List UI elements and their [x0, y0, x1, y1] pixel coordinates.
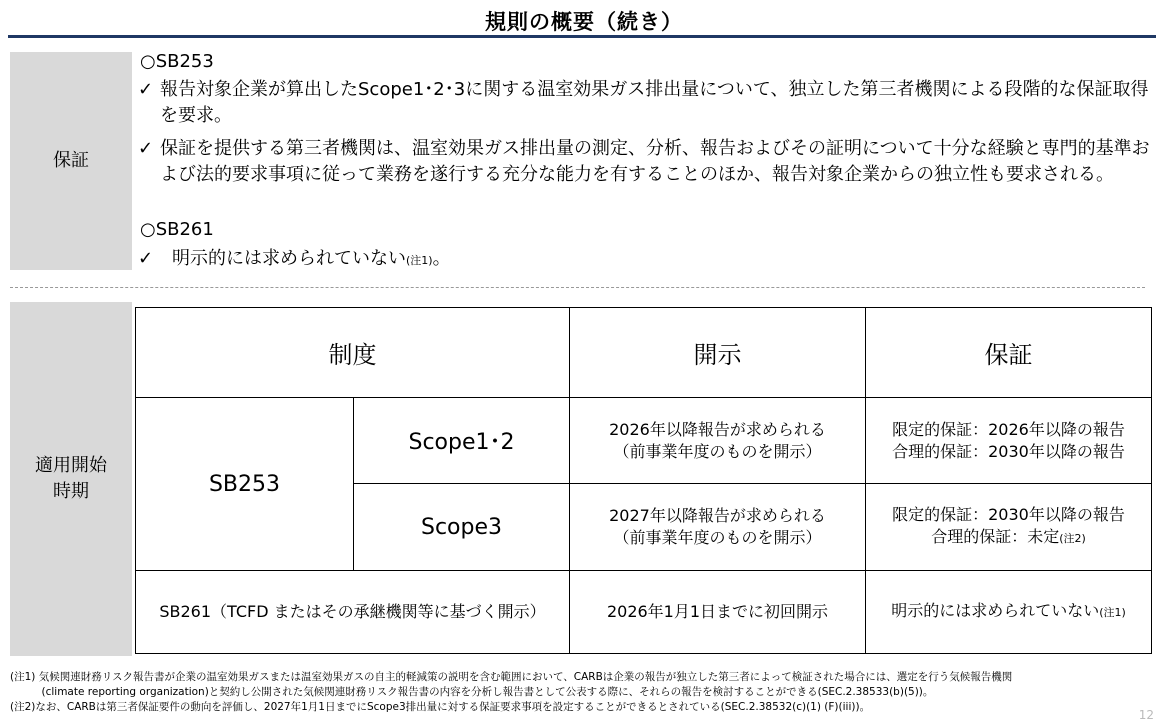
cell-scope12-disclosure [570, 398, 866, 484]
scope3-assurance-line1: 限定的保証：2030年以降の報告 [892, 505, 1125, 524]
cell-scope3-disclosure [570, 484, 866, 571]
title-underline [8, 35, 1156, 38]
cell-sb253: SB253 [136, 398, 354, 571]
scope3-assurance-note: (注2) [1059, 532, 1086, 545]
cell-scope3-assurance [866, 484, 1152, 571]
sb253-point-2: 保証を提供する第三者機関は、温室効果ガス排出量の測定、分析、報告およびその証明について十分な経験と専門的基準および法的要求事項に従って業務を遂行する充分な能力を有することのほか、報告対象企業からの独立性も要求される。 [160, 138, 1150, 185]
page-title: 規則の概要（続き） [485, 10, 683, 34]
footnote-1-line2: (climate reporting organization)と契約し公開された気候関連財務リスク報告書の内容を分析し報告書として公表する際に、それらの報告を検討することができる(SEC.2.38533(b)(5))。 [10, 686, 934, 698]
scope3-assurance-line2-wrap [866, 526, 1151, 550]
scope12-assurance-line2: 合理的保証：2030年以降の報告 [892, 441, 1125, 461]
cell-sb261: SB261（TCFD またはその承継機関等に基づく開示） [136, 571, 570, 654]
header-system: 制度 [136, 308, 570, 398]
scope3-assurance-line2: 合理的保証：未定 [931, 527, 1060, 546]
header-disclosure: 開示 [570, 308, 866, 398]
section-label-assurance: 保証 [10, 52, 132, 270]
check-icon: ✓ [138, 248, 154, 269]
check-icon: ✓ [138, 79, 154, 100]
sb261-assurance-text: 明示的には求められていない [891, 601, 1100, 620]
scope12-disclosure-line1: 2026年以降報告が求められる [609, 419, 826, 439]
sb261-point-text: 明示的には求められていない [172, 248, 406, 269]
sb253-point-1: 報告対象企業が算出したScope1･2･3に関する温室効果ガス排出量について、独立した第三者機関による段階的な保証取得を要求。 [160, 79, 1149, 126]
check-icon: ✓ [138, 138, 154, 159]
label-line-1: 適用開始 [35, 455, 107, 476]
sb261-assurance-note: (注1) [1099, 606, 1126, 619]
scope12-disclosure-line2: （前事業年度のものを開示） [613, 441, 822, 461]
sb261-point [172, 246, 451, 274]
cell-scope3: Scope3 [354, 484, 570, 571]
scope12-assurance-line1: 限定的保証：2026年以降の報告 [892, 419, 1125, 439]
sb261-heading: ○SB261 [140, 219, 214, 240]
sb261-point-end: 。 [432, 248, 451, 269]
footnote-1-line1: (注1) 気候関連財務リスク報告書が企業の温室効果ガスまたは温室効果ガスの自主的軽減策の説明を含む範囲において、CARBは企業の報告が独立した第三者によって検証された場合には、選定を行う気候報告機関 [10, 671, 1013, 683]
section-divider [10, 287, 1145, 288]
cell-scope12-assurance [866, 398, 1152, 484]
cell-sb261-assurance [866, 571, 1152, 654]
cell-scope12: Scope1･2 [354, 398, 570, 484]
cell-sb261-disclosure: 2026年1月1日までに初回開示 [570, 571, 866, 654]
section-label-start-period [10, 302, 132, 656]
footnote-2: (注2)なお、CARBは第三者保証要件の動向を評価し、2027年1月1日までにScope3排出量に対する保証要求事項を設定することができるとされている(SEC.2.38532(c)(1) (F)(iii))。 [10, 701, 871, 713]
page-number: 12 [1138, 708, 1154, 722]
sb253-heading: ○SB253 [140, 51, 214, 72]
label-line-2: 時期 [53, 481, 89, 502]
scope3-disclosure-line2: （前事業年度のものを開示） [613, 528, 822, 547]
scope3-disclosure-line1: 2027年以降報告が求められる [609, 506, 826, 525]
sb261-point-note: (注1) [406, 254, 433, 267]
header-assurance: 保証 [866, 308, 1152, 398]
schedule-table [135, 307, 1152, 654]
